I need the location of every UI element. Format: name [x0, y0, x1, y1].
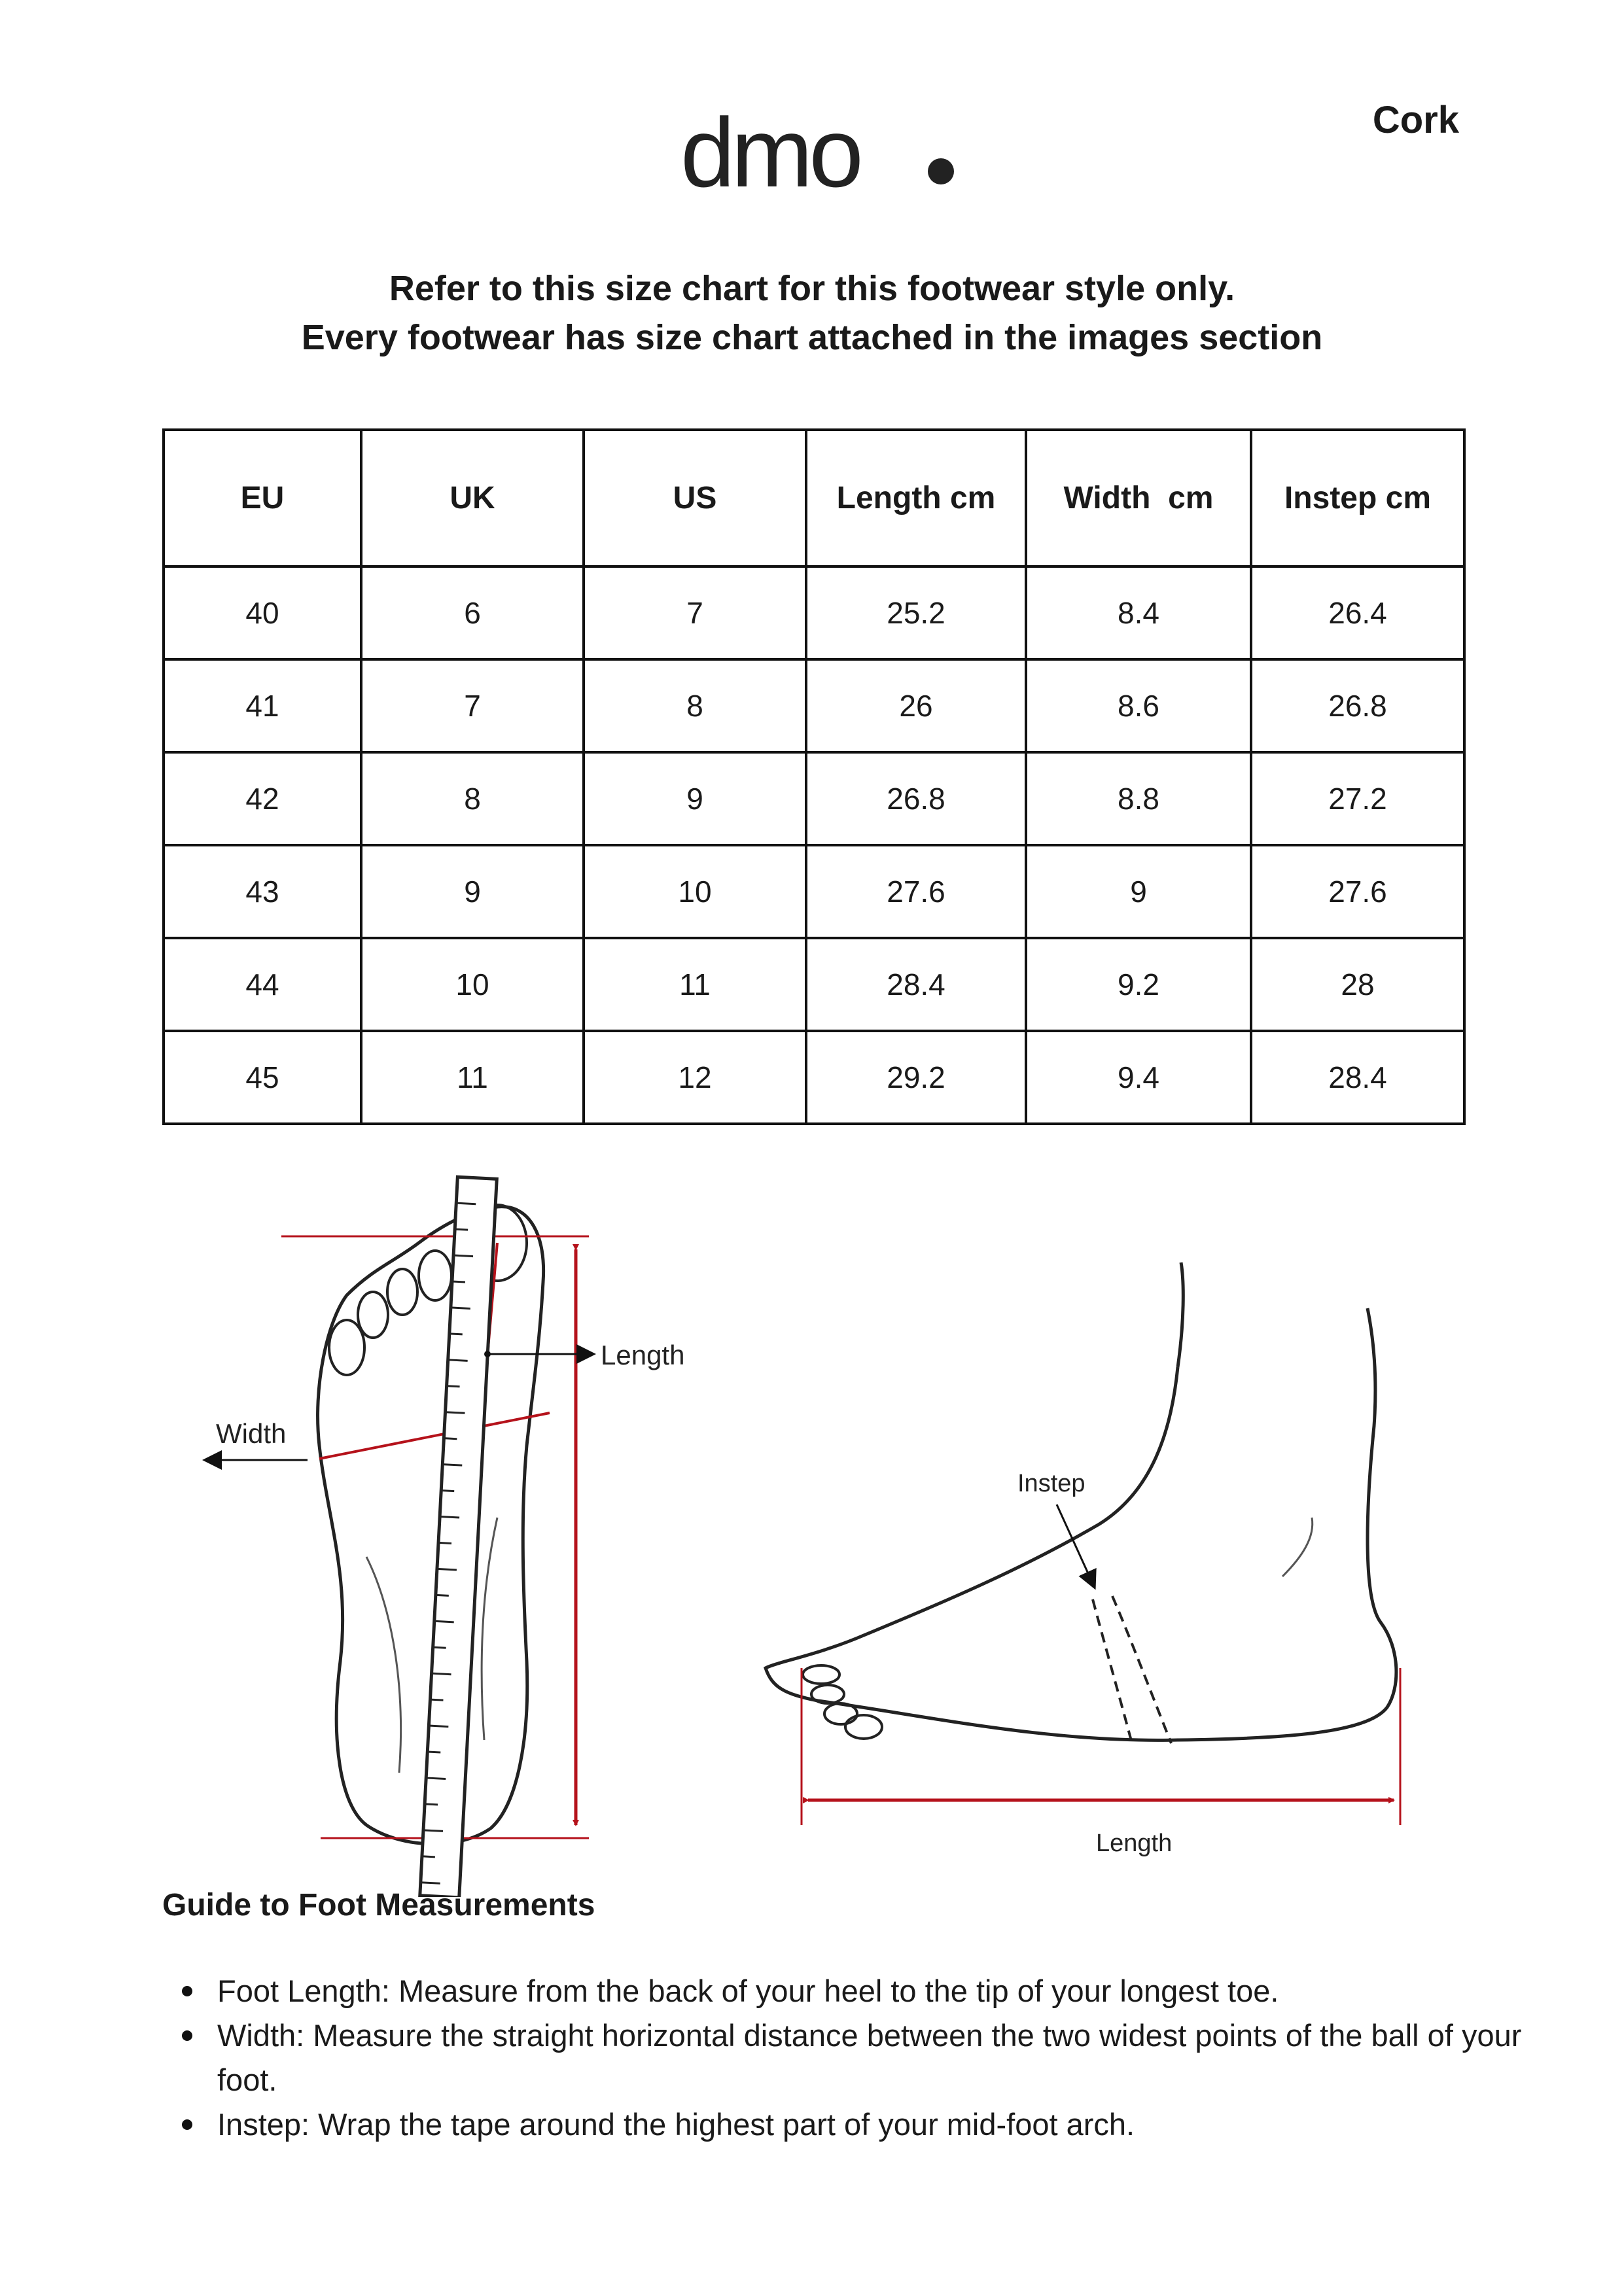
bullet-icon	[182, 2119, 192, 2130]
sole-length-label: Length	[601, 1340, 685, 1370]
cell-uk: 11	[361, 1031, 584, 1124]
guide-item-text: Instep: Wrap the tape around the highest part of your mid-foot arch.	[217, 2107, 1135, 2142]
brand-logo	[680, 108, 955, 206]
product-name: Cork	[1372, 99, 1459, 141]
cell-length: 25.2	[806, 566, 1026, 659]
sole-length-pointer-dot	[484, 1351, 491, 1357]
cell-instep: 28.4	[1251, 1031, 1464, 1124]
sole-crease	[366, 1557, 401, 1773]
leg-front	[1178, 1262, 1183, 1367]
col-header-instep: Instep cm	[1251, 430, 1464, 566]
col-header-uk: UK	[361, 430, 584, 566]
cell-width: 9.2	[1026, 938, 1251, 1031]
guide-item-text: Foot Length: Measure from the back of your heel to the tip of your longest toe.	[217, 1974, 1279, 2008]
cell-uk: 7	[361, 659, 584, 752]
table-header-row	[164, 430, 1464, 566]
ankle-detail	[1282, 1518, 1313, 1576]
measuring-ruler	[420, 1177, 497, 1897]
table-row	[164, 845, 1464, 938]
cell-length: 26	[806, 659, 1026, 752]
intro-line-1: Refer to this size chart for this footwear style only.	[389, 269, 1235, 308]
cell-instep: 27.2	[1251, 752, 1464, 845]
cell-width: 9.4	[1026, 1031, 1251, 1124]
toe-4	[419, 1251, 451, 1300]
table-row	[164, 752, 1464, 845]
brand-logo-dot	[928, 158, 954, 184]
toe-3	[387, 1269, 417, 1315]
cell-us: 10	[584, 845, 806, 938]
cell-instep: 28	[1251, 938, 1464, 1031]
cell-us: 9	[584, 752, 806, 845]
cell-us: 11	[584, 938, 806, 1031]
width-measure-line	[319, 1413, 550, 1459]
cell-width: 8.6	[1026, 659, 1251, 752]
cell-uk: 9	[361, 845, 584, 938]
table-row	[164, 1031, 1464, 1124]
table-row	[164, 566, 1464, 659]
guide-item-instep	[162, 2102, 1523, 2147]
cell-length: 26.8	[806, 752, 1026, 845]
cell-uk: 8	[361, 752, 584, 845]
guide-list	[162, 1969, 1523, 2147]
cell-uk: 6	[361, 566, 584, 659]
cell-eu: 40	[164, 566, 361, 659]
cell-eu: 44	[164, 938, 361, 1031]
side-length-label: Length	[1096, 1830, 1173, 1857]
cell-eu: 45	[164, 1031, 361, 1124]
sole-crease-2	[482, 1518, 497, 1740]
side-toe-4	[845, 1715, 882, 1739]
cell-width: 8.8	[1026, 752, 1251, 845]
side-toe-3	[824, 1703, 857, 1724]
toe-2	[358, 1292, 388, 1338]
guide-item-width	[162, 2013, 1523, 2102]
table-row	[164, 938, 1464, 1031]
instep-dash-1	[1093, 1599, 1132, 1743]
cell-eu: 41	[164, 659, 361, 752]
bullet-icon	[182, 1986, 192, 1996]
instep-dash-2	[1112, 1596, 1171, 1743]
side-instep-label: Instep	[1017, 1470, 1086, 1497]
cell-instep: 27.6	[1251, 845, 1464, 938]
cell-eu: 43	[164, 845, 361, 938]
cell-instep: 26.4	[1251, 566, 1464, 659]
cell-us: 12	[584, 1031, 806, 1124]
size-chart-table	[162, 428, 1466, 1125]
col-header-eu: EU	[164, 430, 361, 566]
cell-length: 28.4	[806, 938, 1026, 1031]
col-header-length: Length cm	[806, 430, 1026, 566]
sole-width-label: Width	[216, 1418, 287, 1449]
table-row	[164, 659, 1464, 752]
guide-item-length	[162, 1969, 1523, 2013]
intro-line-2: Every footwear has size chart attached in the images section	[301, 318, 1323, 357]
cell-width: 8.4	[1026, 566, 1251, 659]
side-view	[766, 1262, 1396, 1743]
foot-measurement-diagram	[0, 1151, 1624, 1897]
cell-uk: 10	[361, 938, 584, 1031]
col-header-width: Width cm	[1026, 430, 1251, 566]
side-toe-1	[803, 1665, 839, 1684]
bullet-icon	[182, 2030, 192, 2041]
cell-us: 8	[584, 659, 806, 752]
cell-us: 7	[584, 566, 806, 659]
side-foot-outline	[766, 1308, 1396, 1740]
toe-1	[329, 1320, 364, 1375]
brand-logo-text: dmo	[680, 108, 860, 206]
cell-eu: 42	[164, 752, 361, 845]
cell-length: 27.6	[806, 845, 1026, 938]
cell-width: 9	[1026, 845, 1251, 938]
col-header-us: US	[584, 430, 806, 566]
guide-title: Guide to Foot Measurements	[162, 1888, 595, 1922]
cell-length: 29.2	[806, 1031, 1026, 1124]
cell-instep: 26.8	[1251, 659, 1464, 752]
guide-item-text: Width: Measure the straight horizontal distance between the two widest points of the ball of your foot.	[217, 2018, 1522, 2097]
